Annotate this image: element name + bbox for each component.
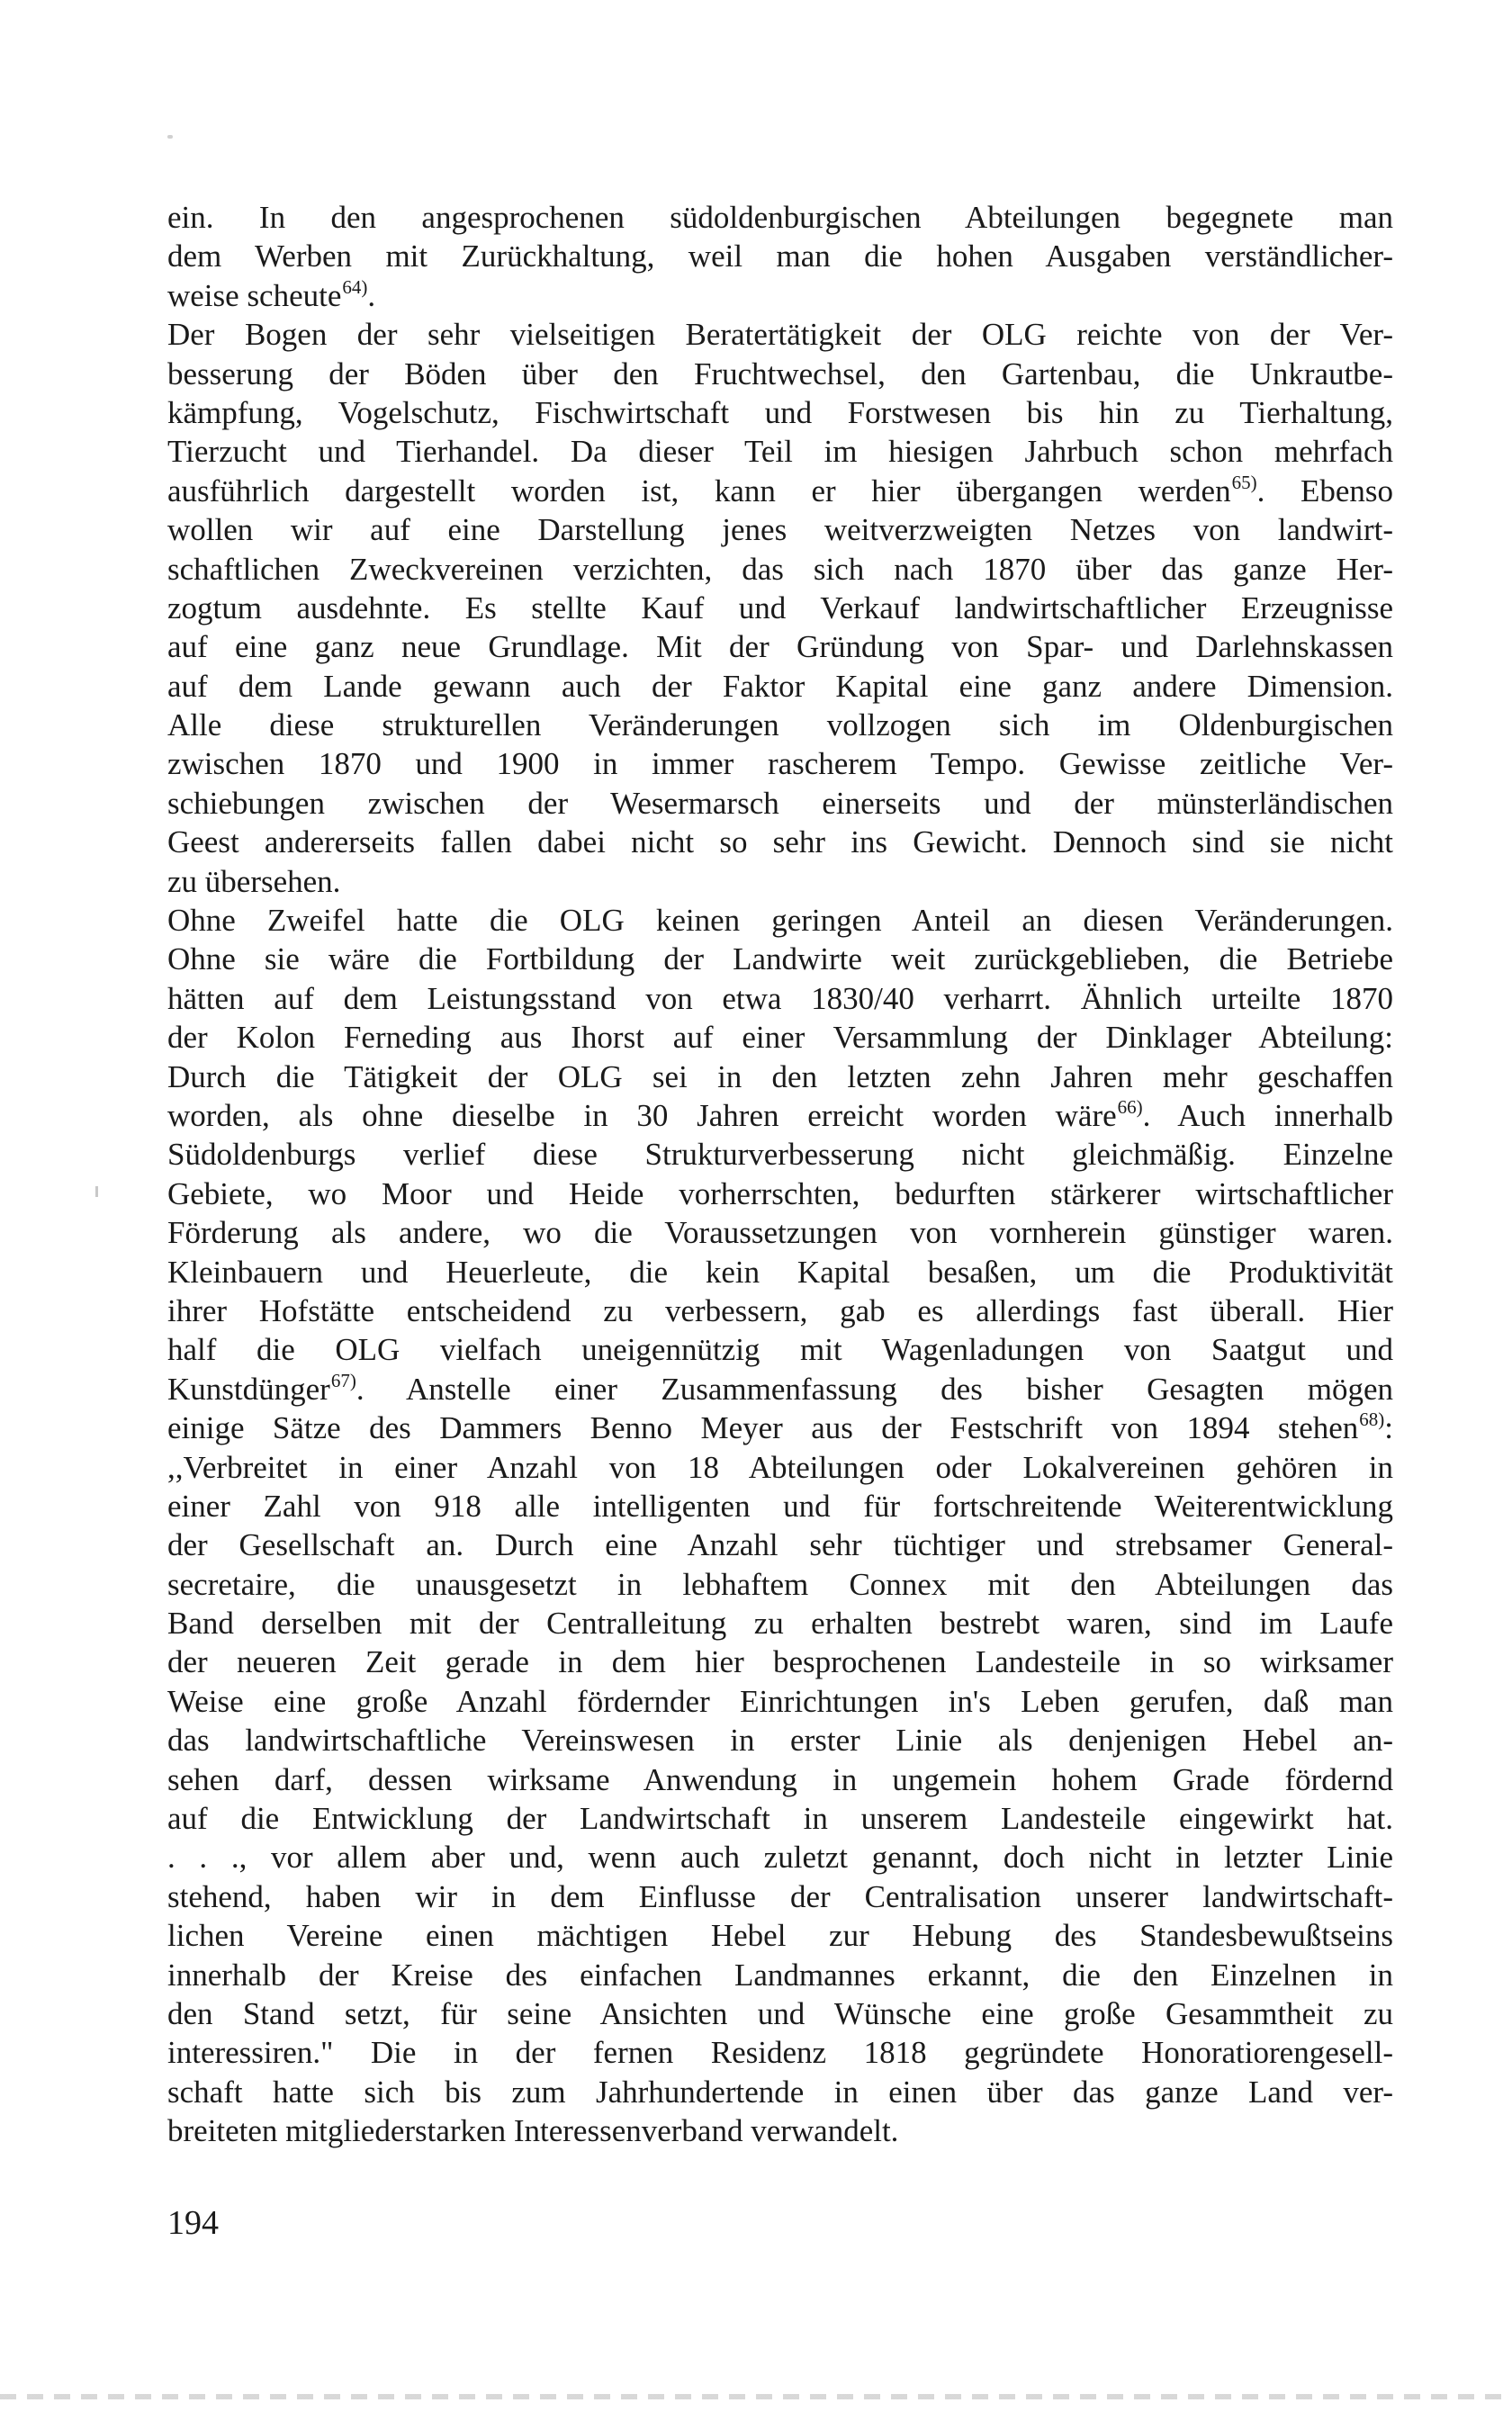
line-text: der Gesellschaft an. Durch eine Anzahl sehr tüchtiger und strebsamer General- <box>167 1527 1393 1563</box>
text-line <box>167 706 1393 744</box>
line-text: dem Werben mit Zurückhaltung, weil man die hohen Ausgaben verständlicher- <box>167 238 1393 274</box>
line-text: Kleinbauern und Heuerleute, die kein Kapital besaßen, um die Produktivität <box>167 1254 1393 1290</box>
line-text: besserung der Böden über den Fruchtwechsel, den Gartenbau, die Unkrautbe- <box>167 356 1393 392</box>
text-line <box>167 1721 1393 1760</box>
footnote-reference: 65) <box>1231 471 1257 493</box>
text-line <box>167 1408 1393 1447</box>
text-line <box>167 1096 1393 1135</box>
text-line <box>167 1213 1393 1252</box>
margin-mark <box>95 1186 98 1197</box>
body-text <box>167 198 1393 2151</box>
footnote-reference: 67) <box>330 1369 356 1391</box>
text-line <box>167 979 1393 1018</box>
text-line <box>167 1799 1393 1838</box>
line-text: Durch die Tätigkeit der OLG sei in den letzten zehn Jahren mehr geschaffen <box>167 1058 1393 1094</box>
text-line <box>167 1487 1393 1526</box>
text-line <box>167 1448 1393 1487</box>
line-text: Geest andererseits fallen dabei nicht so sehr ins Gewicht. Dennoch sind sie nicht <box>167 824 1393 860</box>
text-line <box>167 393 1393 432</box>
text-line <box>167 627 1393 666</box>
line-text: secretaire, die unausgesetzt in lebhaftem Connex mit den Abteilungen das <box>167 1566 1393 1602</box>
line-text: innerhalb der Kreise des einfachen Landmannes erkannt, die den Einzelnen in <box>167 1957 1393 1993</box>
text-line <box>167 1370 1393 1408</box>
line-text: worden, als ohne dieselbe in 30 Jahren erreicht worden wäre <box>167 1097 1117 1133</box>
text-line <box>167 1174 1393 1213</box>
line-text: kämpfung, Vogelschutz, Fischwirtschaft und Forstwesen bis hin zu Tierhaltung, <box>167 394 1393 430</box>
text-line <box>167 1682 1393 1721</box>
line-text: Ohne Zweifel hatte die OLG keinen geringen Anteil an diesen Veränderungen. <box>167 903 1393 939</box>
text-line <box>167 823 1393 861</box>
text-line <box>167 1135 1393 1174</box>
line-text: zwischen 1870 und 1900 in immer rascherem Tempo. Gewisse zeitliche Ver- <box>167 746 1393 782</box>
page-number: 194 <box>167 2204 219 2242</box>
line-text-continued: . Anstelle einer Zusammenfassung des bisher Gesagten mögen <box>356 1371 1393 1407</box>
line-text: schaftlichen Zweckvereinen verzichten, das sich nach 1870 über das ganze Her- <box>167 551 1393 587</box>
line-text: Tierzucht und Tierhandel. Da dieser Teil im hiesigen Jahrbuch schon mehrfach <box>167 434 1393 470</box>
footnote-reference: 68) <box>1359 1408 1385 1431</box>
line-text: weise scheute <box>167 277 342 313</box>
line-text: den Stand setzt, für seine Ansichten und Wünsche eine große Gesammtheit zu <box>167 1995 1393 2031</box>
line-text: . . ., vor allem aber und, wenn auch zuletzt genannt, doch nicht in letzter Linie <box>167 1840 1393 1876</box>
footnote-reference: 64) <box>342 275 368 298</box>
line-text: hätten auf dem Leistungsstand von etwa 1830/40 verharrt. Ähnlich urteilte 1870 <box>167 980 1393 1016</box>
text-line <box>167 1330 1393 1369</box>
line-text: Band derselben mit der Centralleitung zu erhalten bestrebt waren, sind im Laufe <box>167 1606 1393 1642</box>
line-text: Der Bogen der sehr vielseitigen Beratertätigkeit der OLG reichte von der Ver- <box>167 317 1393 353</box>
line-text: einer Zahl von 918 alle intelligenten und für fortschreitende Weiterentwicklung <box>167 1488 1393 1524</box>
text-line <box>167 315 1393 354</box>
scan-speck <box>167 135 173 139</box>
text-line <box>167 550 1393 589</box>
line-text: Weise eine große Anzahl fördernder Einrichtungen in's Leben gerufen, daß man <box>167 1683 1393 1719</box>
line-text: wollen wir auf eine Darstellung jenes weitverzweigten Netzes von landwirt- <box>167 512 1393 548</box>
line-text: der Kolon Ferneding aus Ihorst auf einer Versammlung der Dinklager Abteilung: <box>167 1020 1393 1056</box>
line-text-continued: . Ebenso <box>1256 472 1393 508</box>
text-line <box>167 198 1393 237</box>
text-line <box>167 1058 1393 1096</box>
text-line <box>167 940 1393 978</box>
text-line <box>167 1604 1393 1642</box>
text-line <box>167 901 1393 940</box>
text-line <box>167 2073 1393 2111</box>
line-text: das landwirtschaftliche Vereinswesen in erster Linie als denjenigen Hebel an- <box>167 1723 1393 1759</box>
text-line <box>167 1956 1393 1994</box>
line-text: interessiren." Die in der fernen Residenz 1818 gegründete Honoratiorengesell- <box>167 2035 1393 2071</box>
line-text-continued: . Auch innerhalb <box>1142 1097 1394 1133</box>
text-line <box>167 784 1393 823</box>
line-text: Kunstdünger <box>167 1371 330 1407</box>
line-text: ihrer Hofstätte entscheidend zu verbessern, gab es allerdings fast überall. Hier <box>167 1292 1393 1328</box>
line-text-continued: . <box>367 277 376 313</box>
line-text: ein. In den angesprochenen südoldenburgischen Abteilungen begegnete man <box>167 200 1393 235</box>
text-line <box>167 2111 1393 2150</box>
text-line <box>167 510 1393 549</box>
text-line <box>167 744 1393 783</box>
line-text: ,,Verbreitet in einer Anzahl von 18 Abteilungen oder Lokalvereinen gehören in <box>167 1449 1393 1485</box>
line-text: der neueren Zeit gerade in dem hier besprochenen Landesteile in so wirksamer <box>167 1644 1393 1680</box>
text-line <box>167 472 1393 510</box>
line-text: lichen Vereine einen mächtigen Hebel zur Hebung des Standesbewußtseins <box>167 1918 1393 1954</box>
footnote-reference: 66) <box>1117 1095 1143 1118</box>
text-line <box>167 589 1393 627</box>
line-text: Förderung als andere, wo die Voraussetzungen von vornherein günstiger waren. <box>167 1215 1393 1251</box>
text-line <box>167 355 1393 393</box>
text-line <box>167 1565 1393 1604</box>
text-line <box>167 1253 1393 1292</box>
line-text-continued: : <box>1384 1410 1393 1446</box>
line-text: zogtum ausdehnte. Es stellte Kauf und Verkauf landwirtschaftlicher Erzeugnisse <box>167 590 1393 626</box>
text-line <box>167 1760 1393 1799</box>
text-line <box>167 432 1393 471</box>
line-text: auf die Entwicklung der Landwirtschaft in unserem Landesteile eingewirkt hat. <box>167 1801 1393 1837</box>
text-line <box>167 1877 1393 1916</box>
text-line <box>167 1526 1393 1564</box>
text-line <box>167 667 1393 706</box>
text-line <box>167 1994 1393 2033</box>
line-text: Alle diese strukturellen Veränderungen vollzogen sich im Oldenburgischen <box>167 707 1393 743</box>
line-text: stehend, haben wir in dem Einflusse der Centralisation unserer landwirtschaft- <box>167 1878 1393 1914</box>
scan-bottom-edge <box>0 2394 1512 2399</box>
text-line <box>167 1642 1393 1681</box>
line-text: Südoldenburgs verlief diese Strukturverbesserung nicht gleichmäßig. Einzelne <box>167 1137 1393 1173</box>
line-text: half die OLG vielfach uneigennützig mit Wagenladungen von Saatgut und <box>167 1332 1393 1368</box>
text-line <box>167 862 1393 901</box>
line-text: schaft hatte sich bis zum Jahrhundertende in einen über das ganze Land ver- <box>167 2074 1393 2110</box>
line-text: Ohne sie wäre die Fortbildung der Landwirte weit zurückgeblieben, die Betriebe <box>167 941 1393 977</box>
line-text: ausführlich dargestellt worden ist, kann er hier übergangen werden <box>167 472 1231 508</box>
line-text: breiteten mitgliederstarken Interessenverband verwandelt. <box>167 2113 899 2149</box>
line-text: schiebungen zwischen der Wesermarsch einerseits und der münsterländischen <box>167 785 1393 821</box>
text-line <box>167 1916 1393 1955</box>
text-line <box>167 237 1393 275</box>
line-text: auf dem Lande gewann auch der Faktor Kapital eine ganz andere Dimension. <box>167 668 1393 704</box>
text-line <box>167 1838 1393 1876</box>
line-text: Gebiete, wo Moor und Heide vorherrschten, bedurften stärkerer wirtschaftlicher <box>167 1175 1393 1211</box>
text-line <box>167 276 1393 315</box>
line-text: zu übersehen. <box>167 863 341 899</box>
text-line <box>167 2033 1393 2072</box>
text-line <box>167 1292 1393 1330</box>
line-text: sehen darf, dessen wirksame Anwendung in ungemein hohem Grade fördernd <box>167 1761 1393 1797</box>
text-line <box>167 1018 1393 1057</box>
line-text: auf eine ganz neue Grundlage. Mit der Gründung von Spar- und Darlehnskassen <box>167 629 1393 665</box>
line-text: einige Sätze des Dammers Benno Meyer aus der Festschrift von 1894 stehen <box>167 1410 1359 1446</box>
